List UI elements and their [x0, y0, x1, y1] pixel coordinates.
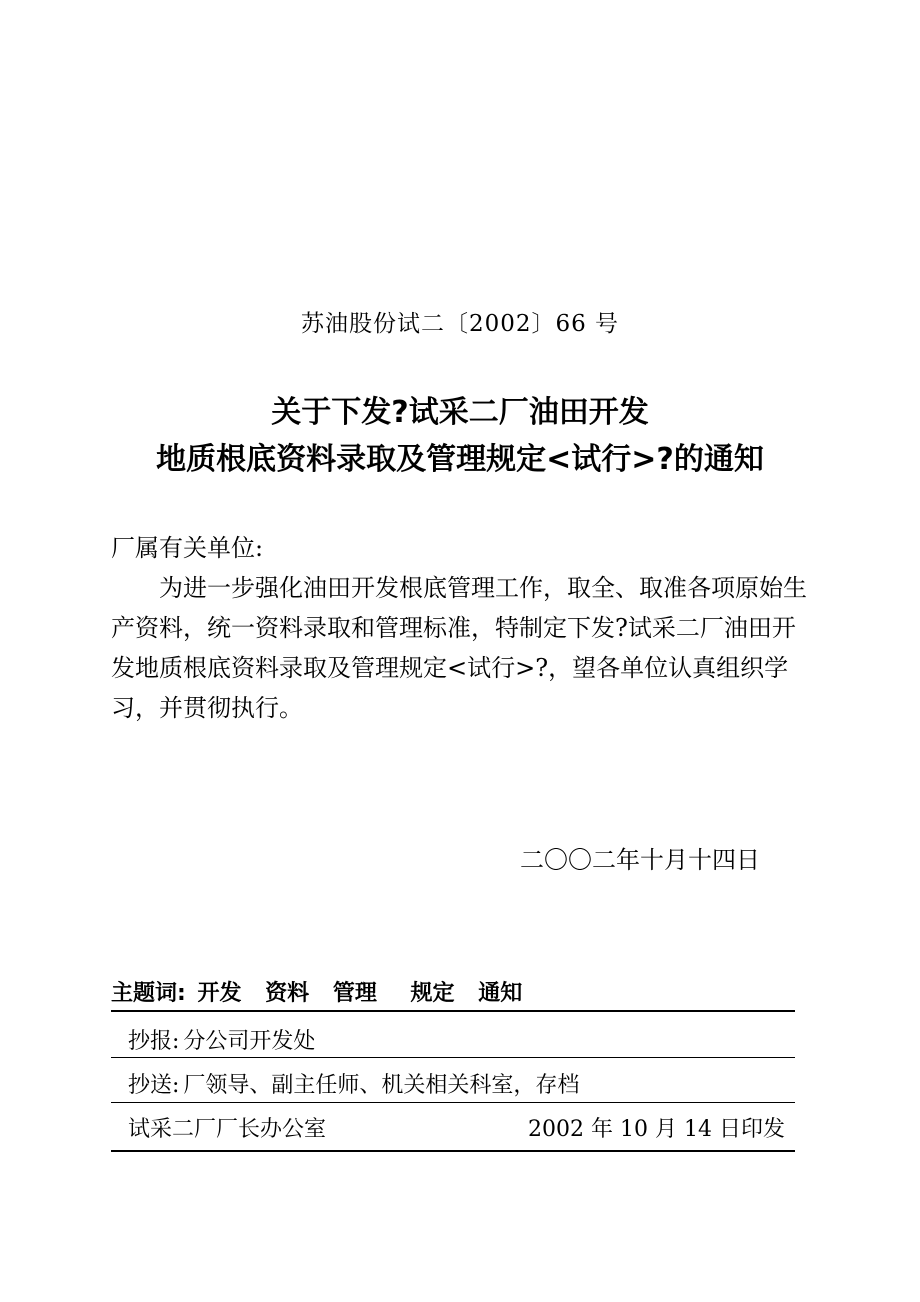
document-date: 二〇〇二年十月十四日	[520, 846, 760, 874]
divider	[111, 1057, 795, 1058]
keyword: 管理	[332, 981, 377, 1006]
report-to-value: 分公司开发处	[183, 1029, 316, 1054]
issuer-office: 试采二厂厂长办公室	[128, 1117, 327, 1142]
salutation: 厂属有关单位:	[111, 534, 264, 562]
divider	[111, 1102, 795, 1103]
report-to-line	[128, 1024, 315, 1055]
copy-to-line	[128, 1068, 579, 1099]
keyword: 规定	[410, 981, 455, 1006]
keyword: 通知	[478, 981, 523, 1006]
body-paragraph: 为进一步强化油田开发根底管理工作，取全、取准各项原始生产资料，统一资料录取和管理标准，特制定下发?试采二厂油田开发地质根底资料录取及管理规定<试行>?，望各单位认真组织学习，并贯彻执行。	[111, 574, 807, 722]
subject-keywords	[111, 976, 538, 1007]
document-title-line-2: 地质根底资料录取及管理规定<试行>?的通知	[156, 442, 764, 477]
copy-to-label: 抄送:	[128, 1073, 180, 1098]
document-number: 苏油股份试二〔2002〕66 号	[300, 311, 620, 337]
divider-bottom	[111, 1150, 795, 1152]
divider-top	[111, 1010, 795, 1012]
keyword: 资料	[265, 981, 310, 1006]
copy-to-value: 厂领导、副主任师、机关相关科室，存档	[183, 1073, 580, 1098]
keyword: 开发	[197, 981, 242, 1006]
printed-date: 2002 年 10 月 14 日印发	[528, 1117, 785, 1142]
document-title-line-1: 关于下发?试采二厂油田开发	[271, 395, 649, 430]
report-to-label: 抄报:	[128, 1029, 180, 1054]
keywords-label: 主题词:	[111, 981, 186, 1006]
